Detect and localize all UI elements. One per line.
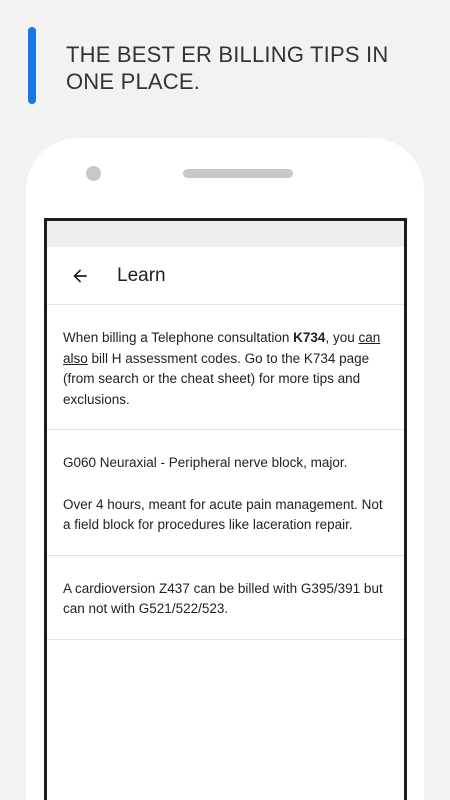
tip-text-segment: , you [325, 330, 359, 345]
promo-headline: THE BEST ER BILLING TIPS IN ONE PLACE. [66, 42, 389, 94]
arrow-left-icon [70, 266, 90, 286]
tip-item-telephone-consultation[interactable] [47, 305, 404, 430]
tip-text: Over 4 hours, meant for acute pain management. Not a field block for procedures like laceration repair. [63, 496, 383, 532]
tip-text-segment: When billing a Telephone consultation [63, 330, 294, 345]
page-title: Learn [117, 264, 166, 286]
tip-text: G060 Neuraxial - Peripheral nerve block, major. [63, 455, 348, 470]
tip-text [63, 328, 388, 410]
phone-speaker [183, 169, 293, 178]
tip-code: K734 [293, 330, 326, 345]
accent-bar [28, 27, 36, 104]
tip-text-segment: bill H assessment codes. Go to the K734 page (from search or the cheat sheet) for more tips and exclusions. [63, 350, 370, 407]
tip-link[interactable]: can also [63, 330, 381, 366]
phone-screen [44, 218, 407, 800]
status-bar [47, 221, 404, 247]
back-button[interactable] [65, 261, 95, 291]
app-bar [47, 247, 404, 305]
tip-text: A cardioversion Z437 can be billed with G395/391 but can not with G521/522/523. [63, 580, 383, 616]
tip-item-cardioversion[interactable] [47, 556, 404, 640]
tip-item-nerve-block[interactable] [47, 430, 404, 556]
phone-camera [86, 166, 101, 181]
